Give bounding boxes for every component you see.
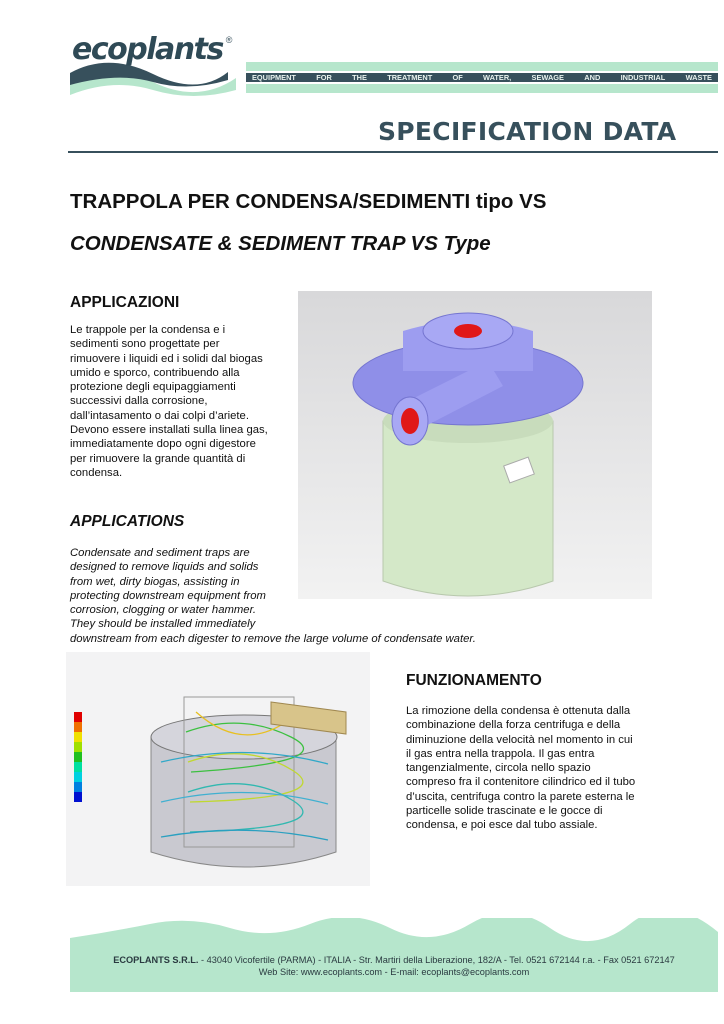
text-line: condensa. [70, 466, 123, 479]
text-line: downstream from each digester to remove the large volume of condensate water. [70, 632, 476, 645]
tagline-word: WASTE [685, 73, 712, 82]
footer-band [70, 918, 718, 992]
tagline-word: THE [352, 73, 367, 82]
text-line: combinazione della forza centrifuga e della [406, 719, 621, 732]
text-line: corrosion, clogging or water hammer. [70, 604, 257, 617]
text-line: Condensate and sediment traps are [70, 547, 250, 559]
text-line: They should be installed immediately [70, 618, 256, 631]
flow-trajectories-render [66, 652, 370, 886]
text-line: Devono essere installati sulla linea gas, [70, 424, 268, 437]
text-line: from wet, dirty biogas, assisting in [70, 575, 240, 588]
cfd-simulation-image [66, 652, 370, 886]
text-line: particelle solide trascinate e le gocce di [406, 805, 603, 818]
tagline-word: EQUIPMENT [252, 73, 296, 82]
tagline-word: AND [584, 73, 601, 82]
section-heading-applicazioni: APPLICAZIONI [70, 294, 180, 311]
text-line: sedimenti sono progettate per [70, 338, 220, 351]
text-line: dall’intasamento o dai colpi d’ariete. [70, 409, 249, 422]
title-english: CONDENSATE & SEDIMENT TRAP VS Type [70, 232, 491, 255]
section-heading-funzionamento: FUNZIONAMENTO [406, 672, 542, 689]
text-line: successivi dalla corrosione, [70, 395, 208, 408]
footer-contact-line: Web Site: www.ecoplants.com - E-mail: ecoplants@ecoplants.com [258, 967, 530, 977]
footer-address-line: - 43040 Vicofertile (PARMA) - ITALIA - Str. Martiri della Liberazione, 182/A - Tel. 0521 672144 r.a. - Fax 0521 672147 [198, 955, 675, 965]
text-line: il gas entra nella trappola. Il gas entra [406, 747, 595, 760]
applications-text [70, 546, 670, 646]
funzionamento-text [406, 704, 706, 833]
text-line: protezione degli equipaggiamenti [70, 381, 236, 394]
applicazioni-text [70, 323, 300, 480]
tagline-word: SEWAGE [531, 73, 564, 82]
text-line: tangenzialmente, circola nello spazio [406, 762, 591, 775]
text-line: diminuzione della velocità nel momento in cui [406, 733, 633, 746]
logo-wordmark [72, 32, 232, 68]
specification-banner: SPECIFICATION DATA [378, 117, 677, 146]
tagline-word: FOR [316, 73, 332, 82]
footer-company: ECOPLANTS S.R.L. [113, 955, 199, 965]
text-line: designed to remove liquids and solids [70, 561, 259, 574]
text-line: compreso fra il contenitore cilindrico ed il tubo [406, 776, 636, 789]
section-heading-applications: APPLICATIONS [70, 513, 185, 530]
title-italian: TRAPPOLA PER CONDENSA/SEDIMENTI tipo VS [70, 190, 547, 213]
logo-text: ecoplants [72, 32, 223, 67]
header-band-bottom [246, 84, 718, 93]
tagline-word: TREATMENT [387, 73, 433, 82]
text-line: rimuovere i liquidi ed i solidi dal biogas [70, 352, 263, 365]
text-line: umido e sporco, contribuendo alla [70, 366, 240, 379]
text-line: La rimozione della condensa è ottenuta dalla [406, 705, 631, 717]
header-divider [68, 151, 718, 153]
text-line: condensa, e poi esce dal tubo assiale. [406, 819, 598, 832]
registered-mark: ® [225, 35, 233, 45]
color-scale-legend [74, 712, 82, 802]
text-line: Le trappole per la condensa e i [70, 324, 226, 336]
tagline-word: INDUSTRIAL [620, 73, 666, 82]
footer-address [70, 954, 718, 978]
tagline-word: WATER, [483, 73, 512, 82]
header-band-top [246, 62, 718, 71]
text-line: per rimuovere la grande quantità di [70, 452, 246, 465]
ecoplants-logo [68, 32, 244, 100]
tagline-word: OF [452, 73, 463, 82]
text-line: immediatamente dopo ogni digestore [70, 438, 256, 451]
header-tagline [246, 73, 718, 82]
text-line: protecting downstream equipment from [70, 589, 266, 602]
text-line: d’uscita, centrifuga contro la parete esterna le [406, 790, 635, 803]
